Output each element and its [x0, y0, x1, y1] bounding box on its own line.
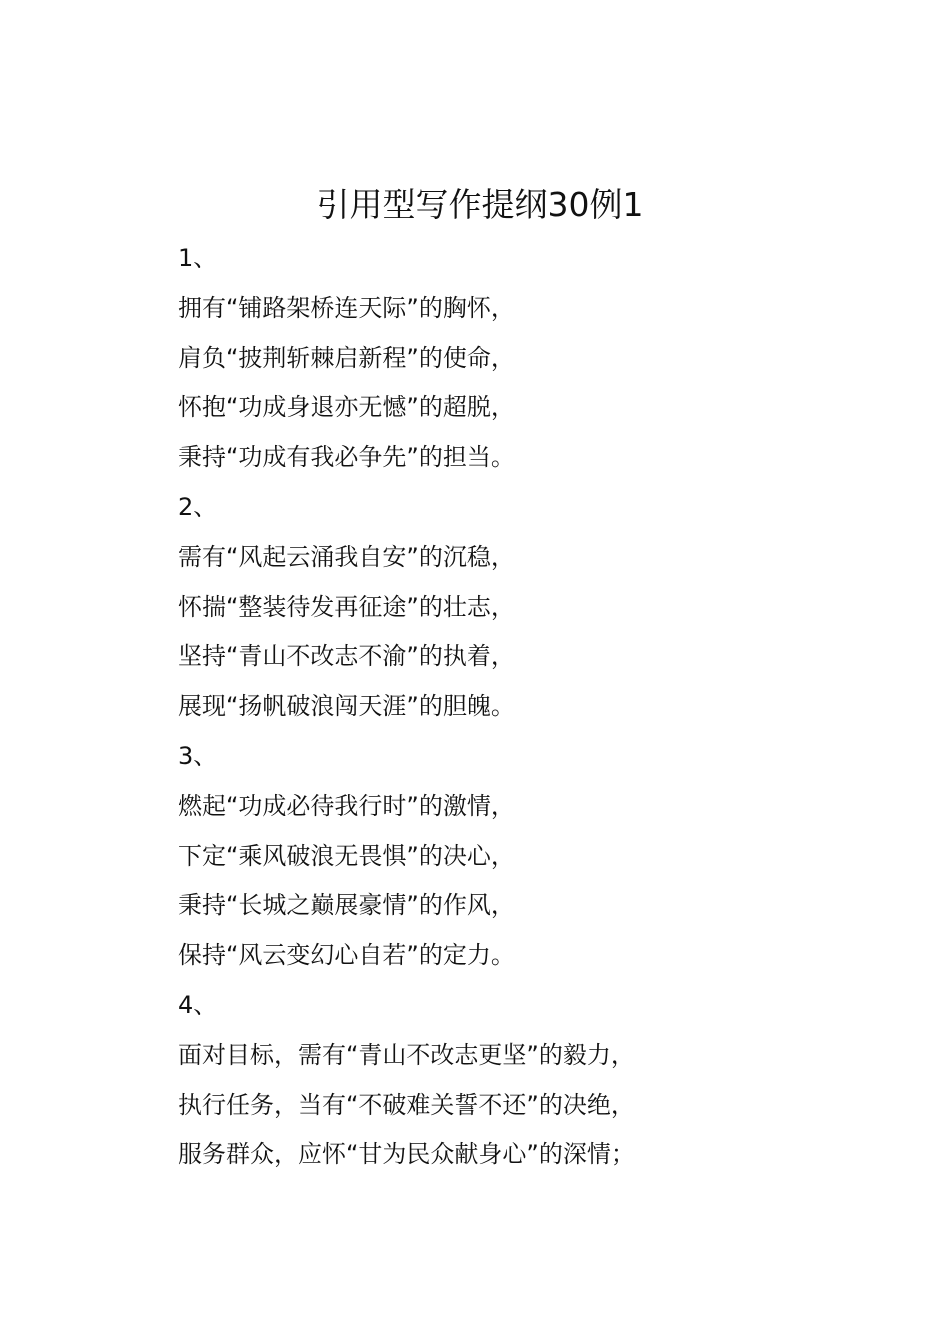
text-line: 拥有“铺路架桥连天际”的胸怀，	[178, 293, 515, 322]
text-line: 服务群众，应怀“甘为民众献身心”的深情；	[178, 1140, 635, 1169]
text-line: 肩负“披荆斩棘启新程”的使命，	[178, 343, 515, 372]
text-line: 秉持“功成有我必争先”的担当。	[178, 443, 515, 472]
text-line: 保持“风云变幻心自若”的定力。	[178, 941, 515, 970]
text-line: 需有“风起云涌我自安”的沉稳，	[178, 542, 515, 571]
section-number: 4、	[178, 990, 218, 1019]
text-line: 展现“扬帆破浪闯天涯”的胆魄。	[178, 692, 515, 721]
text-line: 坚持“青山不改志不渝”的执着，	[178, 642, 515, 671]
text-line: 怀抱“功成身退亦无憾”的超脱，	[178, 393, 515, 422]
text-line: 怀揣“整装待发再征途”的壮志，	[178, 592, 515, 621]
text-line: 执行任务，当有“不破难关誓不还”的决绝，	[178, 1090, 635, 1119]
section-number: 1、	[178, 244, 218, 272]
text-line: 下定“乘风破浪无畏惧”的决心，	[178, 841, 515, 870]
section-number: 2、	[178, 492, 218, 521]
document-title: 引用型写作提纲30例1	[316, 185, 644, 224]
text-line: 面对目标，需有“青山不改志更坚”的毅力，	[178, 1040, 635, 1069]
document-body	[178, 234, 798, 1180]
text-line: 燃起“功成必待我行时”的激情，	[178, 791, 515, 820]
text-line: 秉持“长城之巅展豪情”的作风，	[178, 891, 515, 920]
section-number: 3、	[178, 741, 218, 770]
